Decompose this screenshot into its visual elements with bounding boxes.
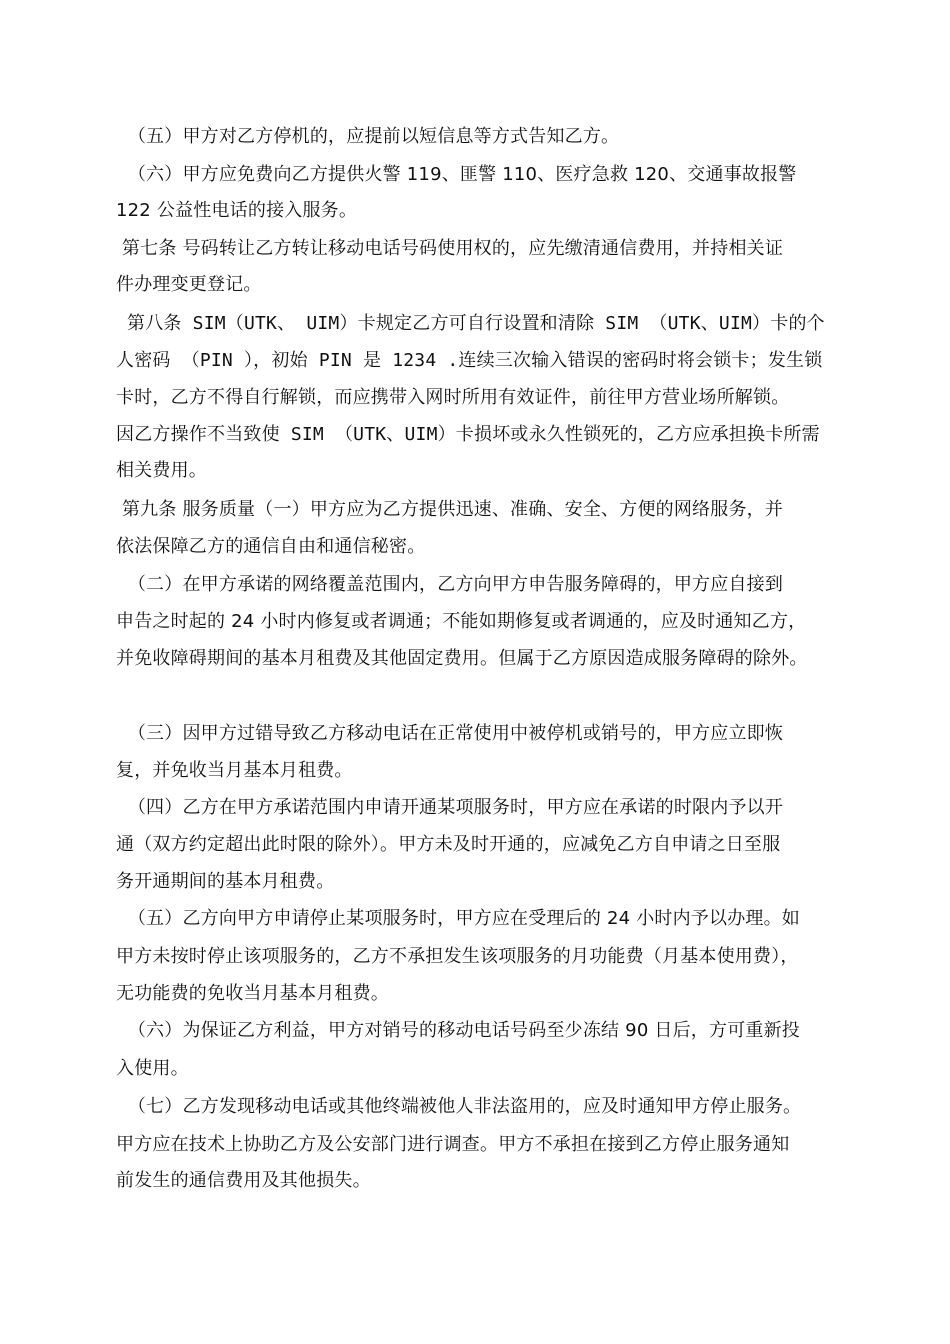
paragraph-line: （五）甲方对乙方停机的，应提前以短信息等方式告知乙方。: [116, 126, 620, 147]
paragraph-line: （二）在甲方承诺的网络覆盖范围内，乙方向甲方申告服务障碍的，甲方应自接到: [116, 574, 784, 595]
paragraph-line: （六）为保证乙方利益，甲方对销号的移动电话号码至少冻结 90 日后，方可重新投: [116, 1020, 800, 1041]
paragraph-line: 卡时，乙方不得自行解锁，而应携带入网时所用有效证件，前往甲方营业场所解锁。: [116, 387, 790, 408]
paragraph-line: 申告之时起的 24 小时内修复或者调通；不能如期修复或者调通的，应及时通知乙方，: [116, 611, 807, 632]
paragraph-line: 无功能费的免收当月基本月租费。: [116, 983, 389, 1004]
paragraph-line: 人密码 （PIN ），初始 PIN 是 1234 .连续三次输入错误的密码时将会锁卡；发生锁: [116, 350, 823, 371]
paragraph-line: 甲方应在技术上协助乙方及公安部门进行调查。甲方不承担在接到乙方停止服务通知: [116, 1134, 790, 1155]
paragraph-line: 件办理变更登记。: [116, 274, 262, 295]
paragraph-line: 第七条 号码转让乙方转让移动电话号码使用权的，应先缴清通信费用，并持相关证: [116, 238, 784, 259]
paragraph-line: 依法保障乙方的通信自由和通信秘密。: [116, 536, 426, 557]
paragraph-line: （五）乙方向甲方申请停止某项服务时，甲方应在受理后的 24 小时内予以办理。如: [116, 908, 800, 929]
paragraph-line: 相关费用。: [116, 460, 207, 481]
paragraph-line: 122 公益性电话的接入服务。: [116, 200, 358, 221]
paragraph-line: 前发生的通信费用及其他损失。: [116, 1170, 371, 1191]
paragraph-line: （四）乙方在甲方承诺范围内申请开通某项服务时，甲方应在承诺的时限内予以开: [116, 797, 784, 818]
paragraph-line: （三）因甲方过错导致乙方移动电话在正常使用中被停机或销号的，甲方应立即恢: [116, 723, 784, 744]
paragraph-line: 甲方未按时停止该项服务的，乙方不承担发生该项服务的月功能费（月基本使用费），: [116, 946, 799, 967]
paragraph-line: 因乙方操作不当致使 SIM （UTK、UIM）卡损坏或永久性锁死的，乙方应承担换卡所需: [116, 424, 820, 445]
paragraph-line: 并免收障碍期间的基本月租费及其他固定费用。但属于乙方原因造成服务障碍的除外。: [116, 648, 808, 669]
paragraph-line: 第九条 服务质量（一）甲方应为乙方提供迅速、准确、安全、方便的网络服务，并: [116, 499, 784, 520]
paragraph-line: 复，并免收当月基本月租费。: [116, 760, 353, 781]
paragraph-line: 通（双方约定超出此时限的除外）。甲方未及时开通的，应减免乙方自申请之日至服: [116, 834, 781, 855]
paragraph-line: （七）乙方发现移动电话或其他终端被他人非法盗用的，应及时通知甲方停止服务。: [116, 1096, 802, 1117]
paragraph-line: 入使用。: [116, 1058, 189, 1079]
paragraph-line: 务开通期间的基本月租费。: [116, 871, 335, 892]
paragraph-line: （六）甲方应免费向乙方提供火警 119、匪警 110、医疗急救 120、交通事故报警: [116, 164, 797, 185]
paragraph-line: 第八条 SIM（UTK、 UIM）卡规定乙方可自行设置和清除 SIM （UTK、UIM）卡的个: [116, 313, 825, 334]
